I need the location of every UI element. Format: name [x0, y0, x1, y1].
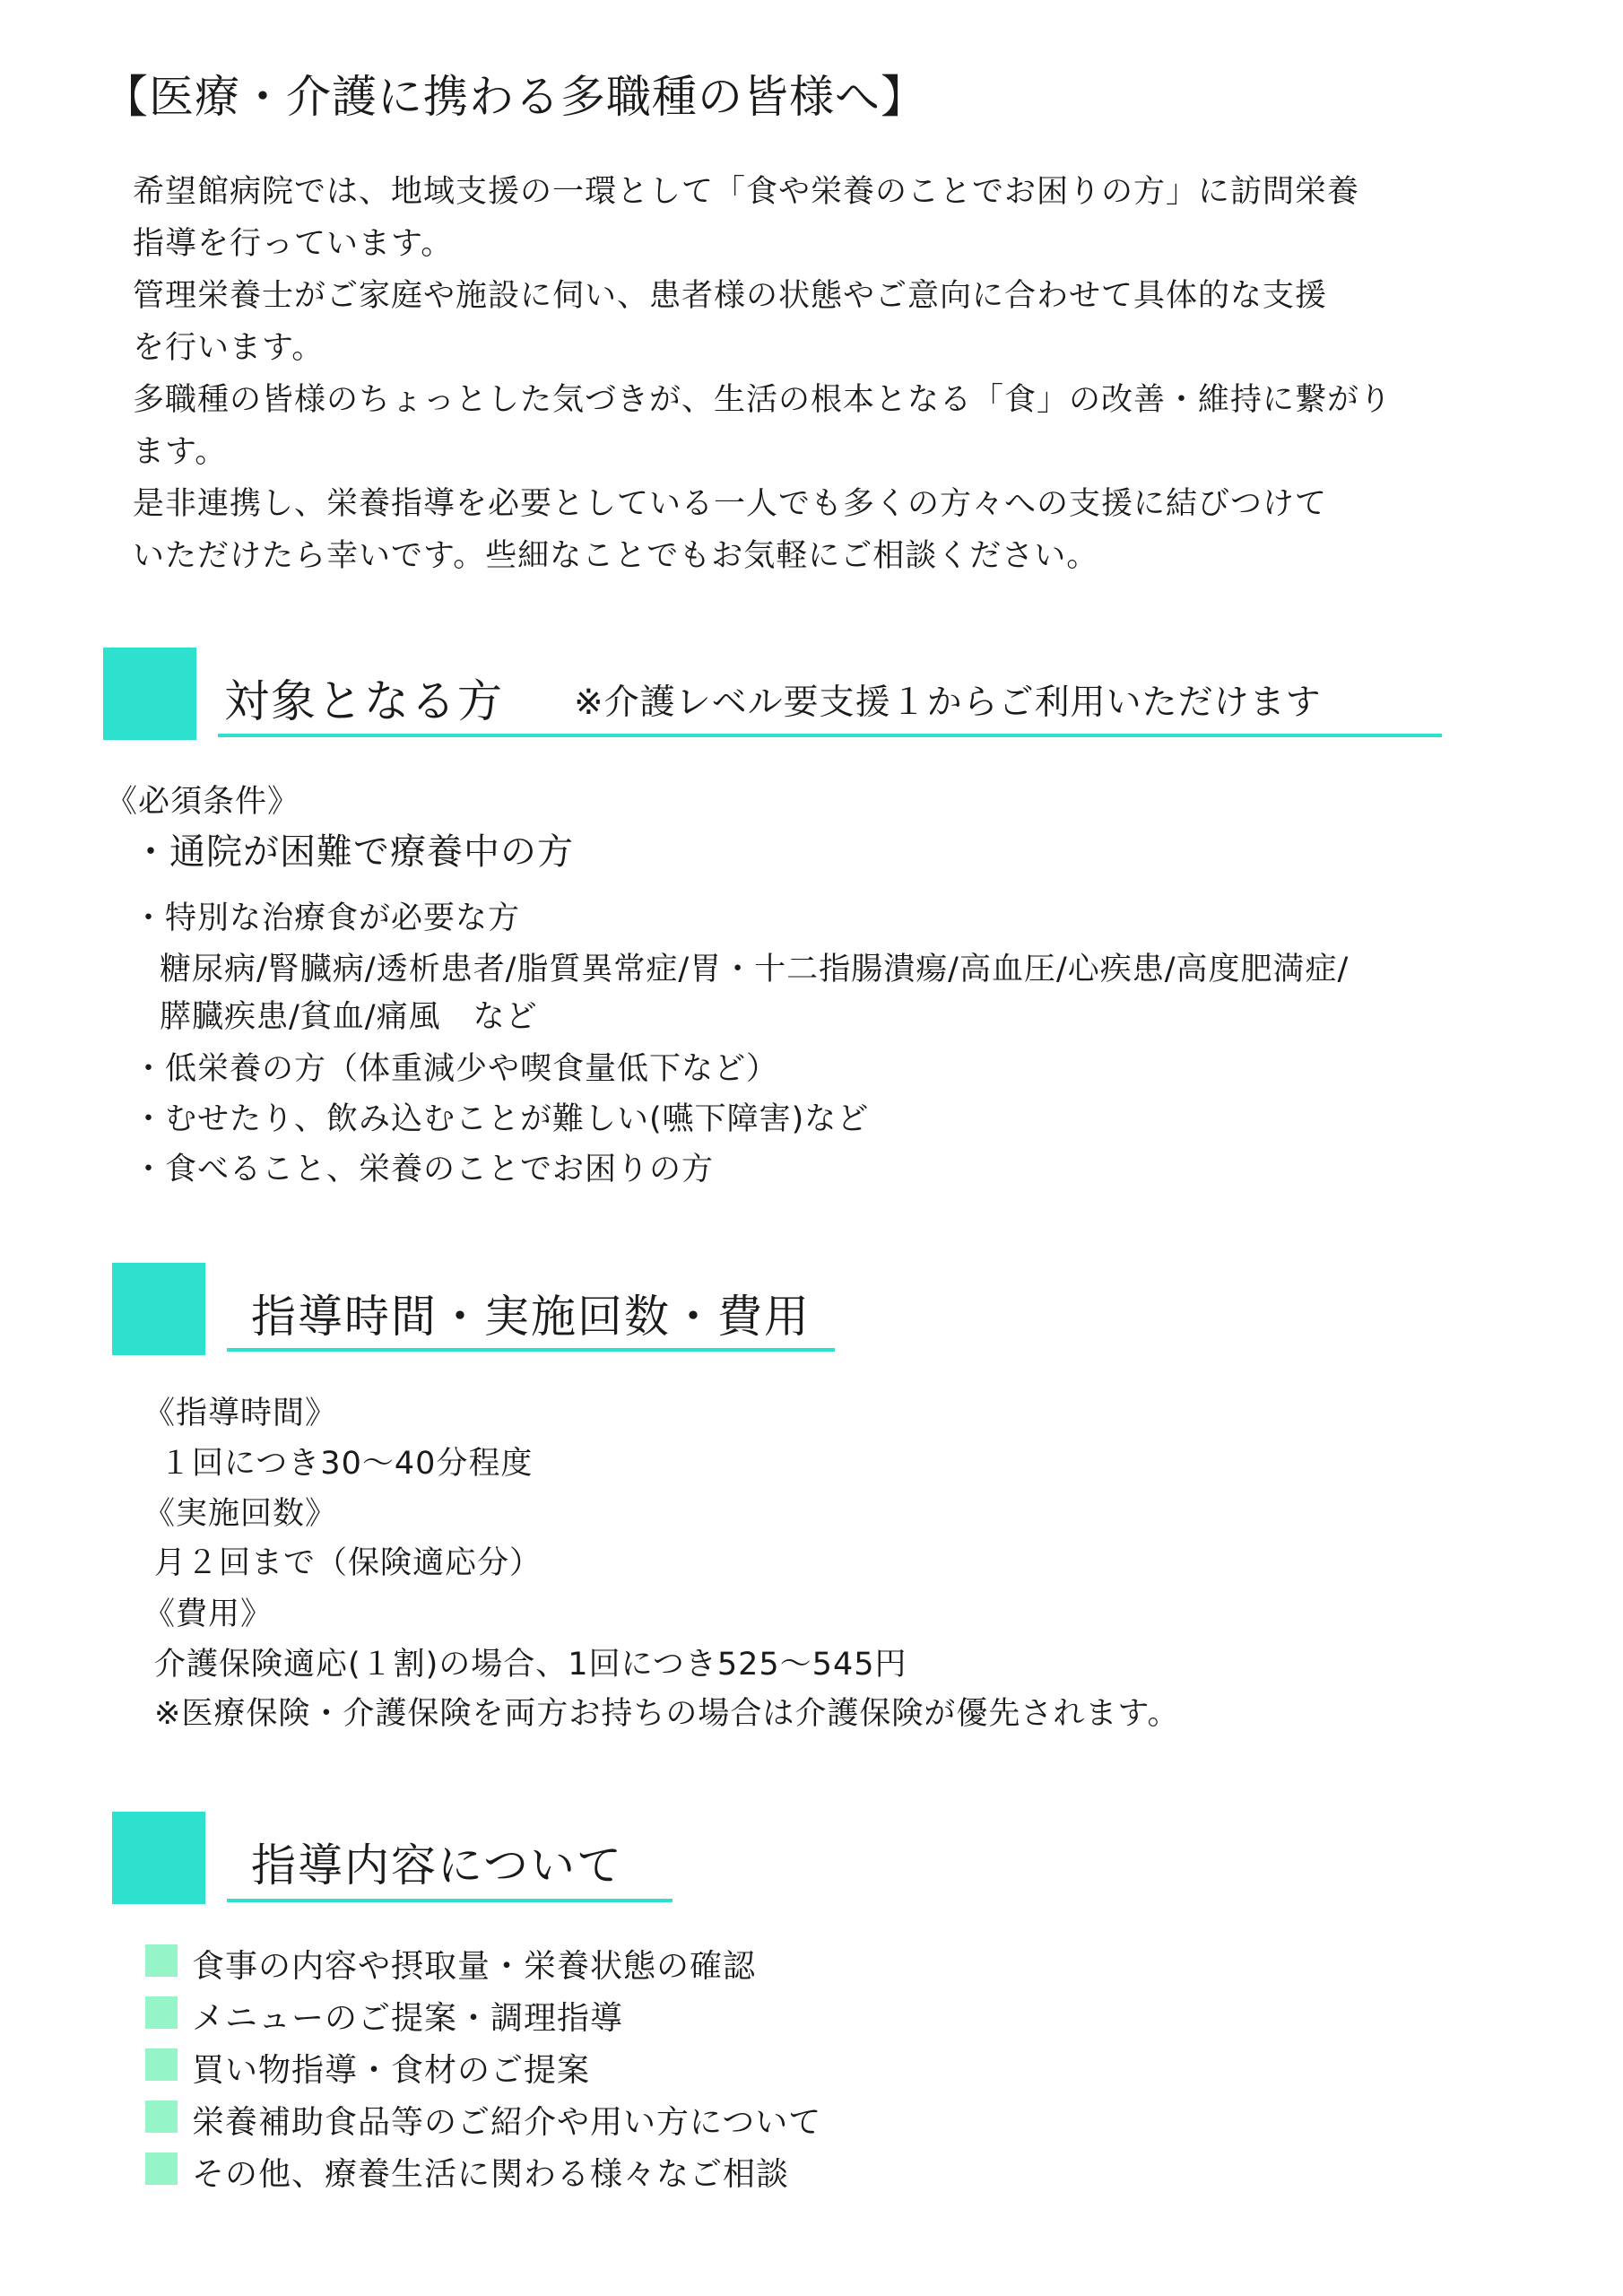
- section3-title: 指導内容について: [251, 1839, 623, 1892]
- section1-title: 対象となる方: [224, 675, 504, 727]
- content-item-label: 買い物指導・食材のご提案: [192, 2052, 591, 2089]
- disease-list: 膵臓疾患/貧血/痛風 など: [160, 999, 538, 1035]
- required-item: ・通院が困難で療養中の方: [133, 831, 574, 873]
- target-item: ・低栄養の方（体重減少や喫食量低下など）: [133, 1051, 779, 1087]
- section-marker-square: [112, 1263, 205, 1355]
- intro-line: を行います。: [133, 330, 325, 366]
- target-item: ・食べること、栄養のことでお困りの方: [133, 1152, 715, 1187]
- required-label: 《必須条件》: [106, 784, 300, 820]
- bullet-square-icon: [145, 1996, 178, 2029]
- content-item-label: 食事の内容や摂取量・栄養状態の確認: [192, 1948, 757, 1985]
- fee-label: 《費用》: [143, 1596, 273, 1632]
- page-title: 【医療・介護に携わる多職種の皆様へ】: [103, 71, 926, 123]
- fee-value: 介護保険適応(１割)の場合、1回につき525〜545円: [154, 1647, 907, 1683]
- intro-line: 管理栄養士がご家庭や施設に伺い、患者様の状態やご意向に合わせて具体的な支援: [133, 278, 1328, 314]
- section-underline: [227, 1348, 835, 1352]
- intro-line: いただけたら幸いです。些細なことでもお気軽にご相談ください。: [133, 538, 1099, 574]
- section1-note: ※介護レベル要支援１からご利用いただけます: [574, 683, 1322, 723]
- target-item: ・むせたり、飲み込むことが難しい(嚥下障害)など: [133, 1101, 870, 1137]
- intro-line: 多職種の皆様のちょっとした気づきが、生活の根本となる「食」の改善・維持に繋がり: [133, 382, 1393, 418]
- frequency-label: 《実施回数》: [143, 1496, 338, 1532]
- intro-paragraph: [133, 166, 1392, 582]
- intro-line: 是非連携し、栄養指導を必要としている一人でも多くの方々への支援に結びつけて: [133, 486, 1328, 522]
- section2-title: 指導時間・実施回数・費用: [251, 1291, 811, 1343]
- bullet-square-icon: [145, 2152, 178, 2185]
- content-item-label: 栄養補助食品等のご紹介や用い方について: [192, 2104, 822, 2141]
- bullet-square-icon: [145, 2048, 178, 2081]
- time-label: 《指導時間》: [143, 1396, 338, 1431]
- section-marker-square: [103, 648, 196, 740]
- fee-note: ※医療保険・介護保険を両方お持ちの場合は介護保険が優先されます。: [154, 1696, 1180, 1732]
- disease-list: 糖尿病/腎臓病/透析患者/脂質異常症/胃・十二指腸潰瘍/高血圧/心疾患/高度肥満症/: [160, 952, 1350, 987]
- frequency-value: 月２回まで（保険適応分）: [154, 1545, 542, 1581]
- section-underline: [218, 734, 1442, 737]
- target-item: ・特別な治療食が必要な方: [133, 900, 521, 936]
- bullet-square-icon: [145, 1944, 178, 1977]
- intro-line: 希望館病院では、地域支援の一環として「食や栄養のことでお困りの方」に訪問栄養: [133, 174, 1360, 210]
- section-underline: [227, 1899, 673, 1902]
- intro-line: ます。: [133, 434, 228, 470]
- time-value: １回につき30〜40分程度: [160, 1446, 534, 1482]
- content-item-label: その他、療養生活に関わる様々なご相談: [192, 2156, 790, 2193]
- bullet-square-icon: [145, 2100, 178, 2133]
- intro-line: 指導を行っています。: [133, 226, 454, 262]
- section-marker-square: [112, 1812, 205, 1904]
- content-item-label: メニューのご提案・調理指導: [192, 2000, 624, 2037]
